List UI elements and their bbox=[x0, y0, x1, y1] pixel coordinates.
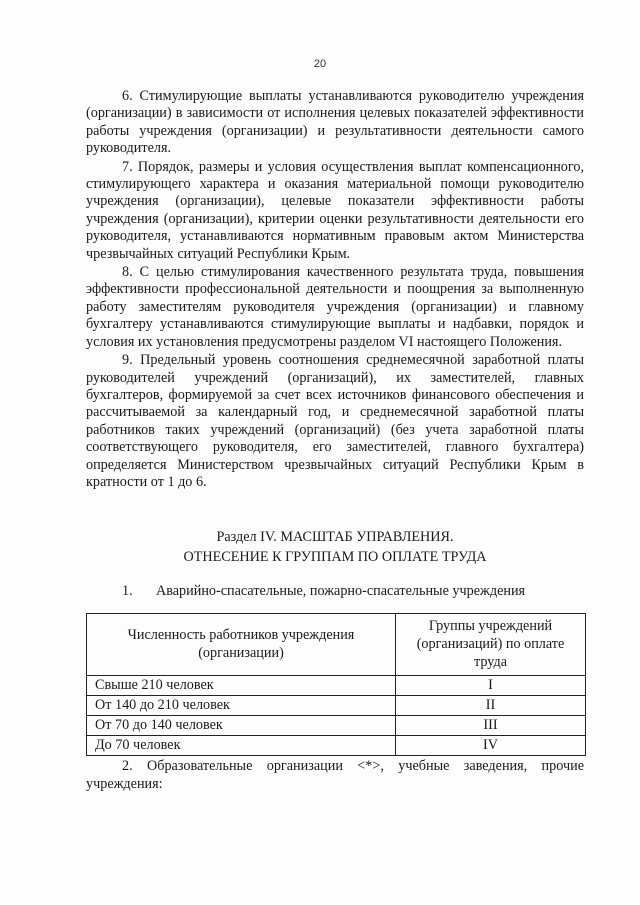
staff-range-cell: От 70 до 140 человек bbox=[87, 716, 396, 736]
header-staff-count: Численность работников учреждения (организации) bbox=[87, 614, 396, 676]
pay-group-cell: IV bbox=[396, 736, 586, 756]
table-row bbox=[87, 736, 586, 756]
table-header-row bbox=[87, 614, 586, 676]
item-1-number: 1. bbox=[122, 583, 133, 599]
item-1-heading bbox=[86, 582, 584, 600]
staff-groups-table bbox=[86, 613, 586, 756]
paragraph-7: 7. Порядок, размеры и условия осуществления выплат компенсационного, стимулирующего характера и оказания материальной помощи руководителю учреждения (организации), целевые показатели эффективности работы учреждения (организации), критерии оценки результативности деятельности его руководителя, устанавливаются нормативным правовым актом Министерства чрезвычайных ситуаций Республики Крым. bbox=[86, 158, 584, 262]
body-text bbox=[86, 88, 584, 492]
pay-group-cell: II bbox=[396, 696, 586, 716]
staff-range-cell: От 140 до 210 человек bbox=[87, 696, 396, 716]
staff-range-cell: До 70 человек bbox=[87, 736, 396, 756]
paragraph-8: 8. С целью стимулирования качественного результата труда, повышения эффективности профессиональной деятельности и поощрения за выполненную работу заместителям руководителя учреждения (организации) и главному бухгалтеру устанавливаются стимулирующие выплаты и надбавки, порядок и условия их установления предусмотрены разделом VI настоящего Положения. bbox=[86, 264, 584, 350]
section-title-line-1: Раздел IV. МАСШТАБ УПРАВЛЕНИЯ. bbox=[216, 529, 454, 545]
staff-range-cell: Свыше 210 человек bbox=[87, 676, 396, 696]
table-row bbox=[87, 676, 586, 696]
paragraph-6: 6. Стимулирующие выплаты устанавливаются руководителю учреждения (организации) в зависимости от исполнения целевых показателей эффективности работы учреждения (организации) и результативности деятельности самого руководителя. bbox=[86, 88, 584, 157]
table-row bbox=[87, 696, 586, 716]
page-number: 20 bbox=[313, 58, 327, 70]
pay-group-cell: III bbox=[396, 716, 586, 736]
item-1-text: Аварийно-спасательные, пожарно-спасательные учреждения bbox=[156, 583, 526, 599]
header-pay-group: Группы учреждений (организаций) по оплате труда bbox=[396, 614, 586, 676]
table-row bbox=[87, 716, 586, 736]
pay-group-cell: I bbox=[396, 676, 586, 696]
section-title-line-2: ОТНЕСЕНИЕ К ГРУППАМ ПО ОПЛАТЕ ТРУДА bbox=[183, 549, 487, 565]
section-heading bbox=[86, 527, 584, 567]
paragraph-9: 9. Предельный уровень соотношения среднемесячной заработной платы руководителей учреждений (организаций), их заместителей, главных бухгалтеров, формируемой за счет всех источников финансового обеспечения и рассчитываемой за календарный год, и среднемесячной заработной платы работников таких учреждений (организаций) (без учета заработной платы соответствующего руководителя, его заместителей, главного бухгалтера) определяется Министерством чрезвычайных ситуаций Республики Крым в кратности от 1 до 6. bbox=[86, 352, 584, 490]
item-2-text: 2. Образовательные организации <*>, учебные заведения, прочие учреждения: bbox=[86, 758, 584, 792]
